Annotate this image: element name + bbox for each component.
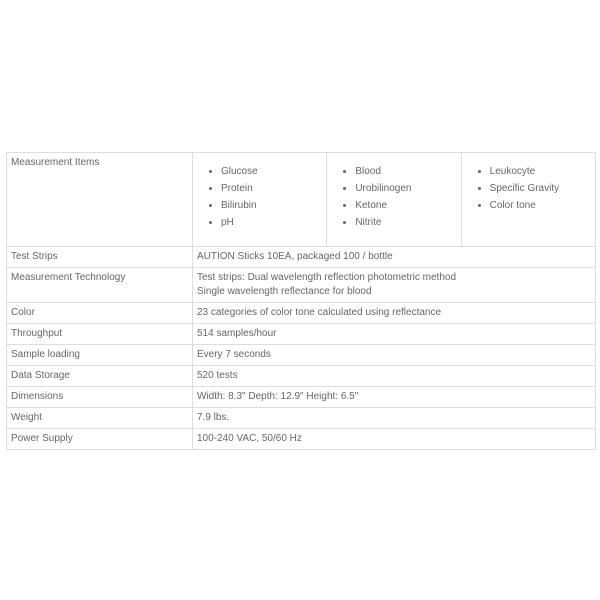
measurement-items-label: Measurement Items bbox=[7, 153, 193, 247]
list-item: • Color tone bbox=[490, 197, 591, 214]
list-item: • Bilirubin bbox=[221, 197, 322, 214]
measurement-items-value bbox=[193, 153, 596, 247]
data-storage-value: 520 tests bbox=[193, 366, 596, 387]
list-item: • Urobilinogen bbox=[355, 180, 456, 197]
measurement-items-row bbox=[7, 153, 596, 247]
measurement-technology-label: Measurement Technology bbox=[7, 268, 193, 303]
power-supply-value: 100-240 VAC, 50/60 Hz bbox=[193, 429, 596, 450]
list-item: • Ketone bbox=[355, 197, 456, 214]
power-supply-label: Power Supply bbox=[7, 429, 193, 450]
measurement-items-list-1 bbox=[197, 163, 322, 231]
measurement-technology-line-2: Single wavelength reflectance for blood bbox=[197, 286, 372, 297]
sample-loading-row bbox=[7, 345, 596, 366]
dimensions-row bbox=[7, 387, 596, 408]
data-storage-label: Data Storage bbox=[7, 366, 193, 387]
throughput-value: 514 samples/hour bbox=[193, 324, 596, 345]
dimensions-value: Width: 8.3" Depth: 12.9" Height: 6.5" bbox=[193, 387, 596, 408]
weight-row bbox=[7, 408, 596, 429]
list-item: • Leukocyte bbox=[490, 163, 591, 180]
color-label: Color bbox=[7, 303, 193, 324]
list-item: • pH bbox=[221, 214, 322, 231]
data-storage-row bbox=[7, 366, 596, 387]
measurement-items-column-1 bbox=[193, 153, 326, 246]
color-row bbox=[7, 303, 596, 324]
power-supply-row bbox=[7, 429, 596, 450]
measurement-items-column-3 bbox=[461, 153, 595, 246]
list-item: • Glucose bbox=[221, 163, 322, 180]
sample-loading-label: Sample loading bbox=[7, 345, 193, 366]
measurement-items-list-3 bbox=[466, 163, 591, 214]
weight-label: Weight bbox=[7, 408, 193, 429]
dimensions-label: Dimensions bbox=[7, 387, 193, 408]
list-item: • Specific Gravity bbox=[490, 180, 591, 197]
measurement-technology-value bbox=[193, 268, 596, 303]
throughput-row bbox=[7, 324, 596, 345]
weight-value: 7.9 lbs. bbox=[193, 408, 596, 429]
specifications-table bbox=[6, 152, 596, 450]
list-item: • Nitrite bbox=[355, 214, 456, 231]
test-strips-value: AUTION Sticks 10EA, packaged 100 / bottle bbox=[193, 247, 596, 268]
measurement-items-column-2 bbox=[326, 153, 460, 246]
measurement-technology-line-1: Test strips: Dual wavelength reflection photometric method bbox=[197, 272, 457, 283]
measurement-technology-row bbox=[7, 268, 596, 303]
list-item: • Protein bbox=[221, 180, 322, 197]
sample-loading-value: Every 7 seconds bbox=[193, 345, 596, 366]
measurement-items-grid bbox=[193, 153, 595, 246]
test-strips-label: Test Strips bbox=[7, 247, 193, 268]
test-strips-row bbox=[7, 247, 596, 268]
measurement-items-list-2 bbox=[331, 163, 456, 231]
list-item: • Blood bbox=[355, 163, 456, 180]
throughput-label: Throughput bbox=[7, 324, 193, 345]
color-value: 23 categories of color tone calculated using reflectance bbox=[193, 303, 596, 324]
